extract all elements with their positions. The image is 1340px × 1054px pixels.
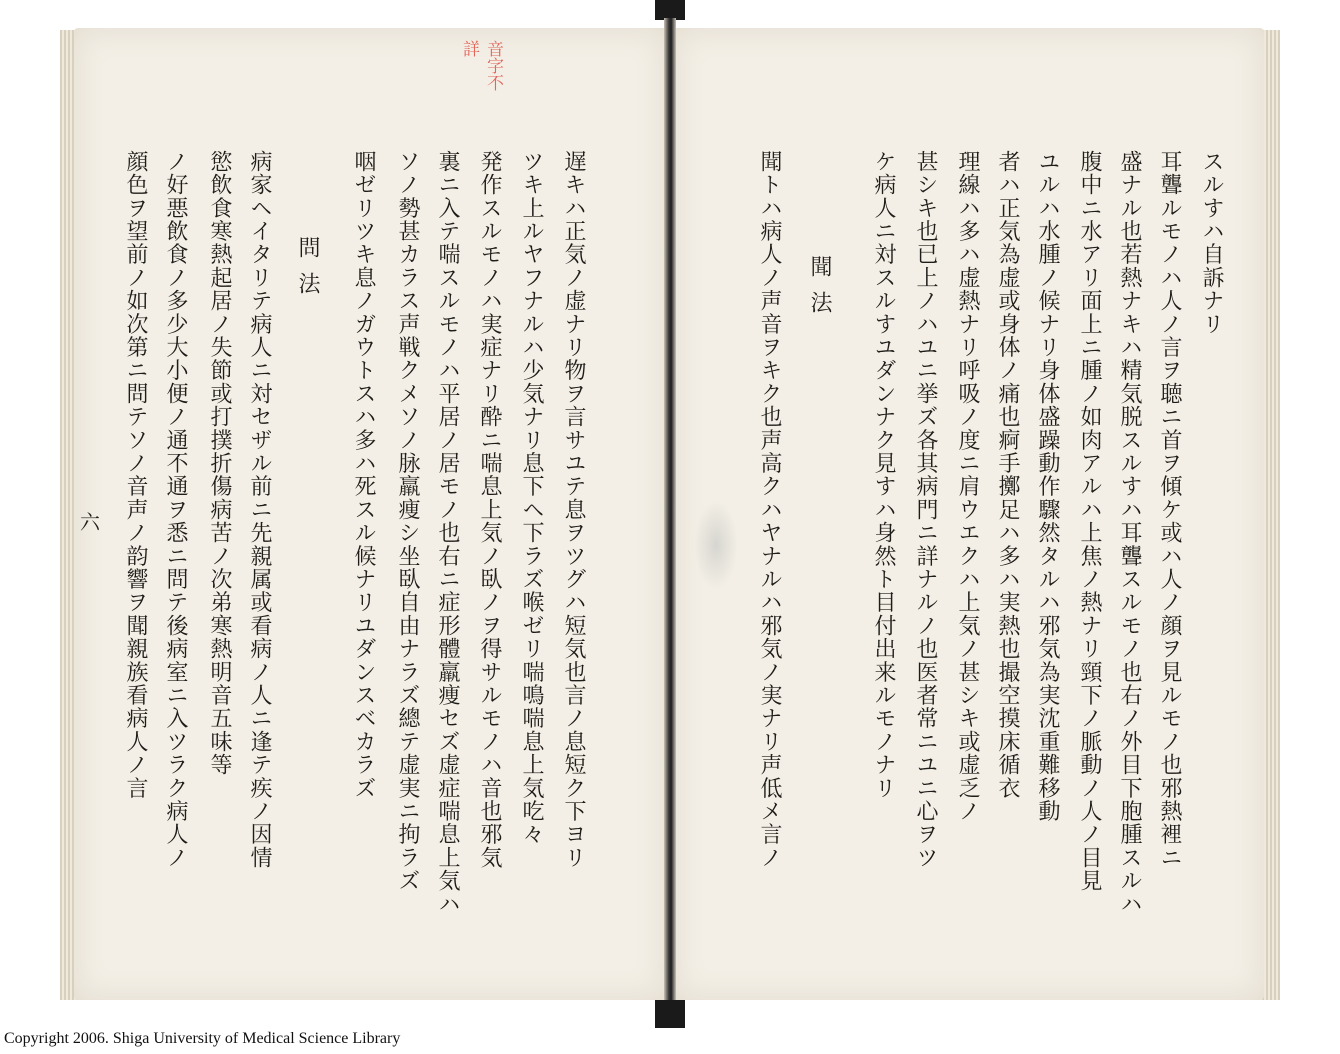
left-text-column: ソノ勢甚カラス声戦クメソノ脉羸痩シ坐臥自由ナラズ總テ虚実ニ拘ラズ: [395, 150, 420, 893]
binding-top: [655, 0, 685, 20]
right-text-column: 者ハ正気為虚或身体ノ痛也痾手擲足ハ多ハ実熱也撮空摸床循衣: [995, 150, 1020, 800]
marginal-note: 詳: [459, 40, 479, 57]
left-text-column: ノ好悪飲食ノ多少大小便ノ通不通ヲ悉ニ問テ後病室ニ入ツラク病人ノ: [163, 150, 188, 870]
binding-bottom: [655, 1000, 685, 1028]
left-text-column: 病家ヘイタリテ病人ニ対セザル前ニ先親属或看病ノ人ニ逢テ疾ノ因情: [247, 150, 272, 870]
left-text-column: 発作スルモノハ実症ナリ酔ニ喘息上気ノ臥ノヲ得サルモノハ音也邪気: [477, 150, 502, 870]
book-gutter: [664, 18, 676, 1018]
paper-stain: [694, 500, 738, 590]
right-text-column: 腹中ニ水アリ面上ニ腫ノ如肉アルハ上焦ノ熱ナリ頸下ノ脈動ノ人ノ目見: [1077, 150, 1102, 893]
right-text-column: 理線ハ多ハ虚熱ナリ呼吸ノ度ニ肩ウエクハ上気ノ甚シキ或虚乏ノ: [955, 150, 980, 823]
section-heading-listening: 聞法: [807, 255, 832, 327]
right-text-column: 甚シキ也已上ノハユニ挙ズ各其病門ニ詳ナルノ也医者常ニユニ心ヲツ: [913, 150, 938, 870]
right-text-column: 聞トハ病人ノ声音ヲキク也声高クハヤナルハ邪気ノ実ナリ声低メ言ノ: [757, 150, 782, 870]
page-number: 六: [80, 510, 100, 534]
left-text-column: 遅キハ正気ノ虚ナリ物ヲ言サユテ息ヲツグハ短気也言ノ息短ク下ヨリ: [561, 150, 586, 870]
right-text-column: スルすハ自訴ナリ: [1199, 150, 1224, 336]
right-text-column: ユルハ水腫ノ候ナリ身体盛躁動作驟然タルハ邪気為実沈重難移動: [1035, 150, 1060, 823]
copyright-notice: Copyright 2006. Shiga University of Medical Science Library: [4, 1030, 401, 1047]
left-text-column: 顔色ヲ望前ノ如次第ニ問テソノ音声ノ韵響ヲ聞親族看病人ノ言: [123, 150, 148, 800]
section-heading-questioning: 問法: [295, 236, 320, 308]
left-text-column: 咽ゼリツキ息ノガウトスハ多ハ死スル候ナリユダンスベカラズ: [351, 150, 376, 800]
marginal-note: 音字不: [483, 40, 503, 91]
left-text-column: 慾飲食寒熱起居ノ失節或打撲折傷病苦ノ次弟寒熱明音五味等: [207, 150, 232, 777]
right-text-column: 盛ナル也若熱ナキハ精気脱スルすハ耳聾スルモノ也右ノ外目下胞腫スルハ: [1117, 150, 1142, 916]
right-text-column: 耳聾ルモノハ人ノ言ヲ聴ニ首ヲ傾ケ或ハ人ノ顔ヲ見ルモノ也邪熱裡ニ: [1157, 150, 1182, 870]
left-text-column: ツキ上ルヤフナルハ少気ナリ息下ヘ下ラズ喉ゼリ喘鳴喘息上気吃々: [519, 150, 544, 846]
right-text-column: ケ病人ニ対スルすユダンナク見すハ身然ト目付出来ルモノナリ: [871, 150, 896, 800]
left-text-column: 裏ニ入テ喘スルモノハ平居ノ居モノ也右ニ症形體羸痩セズ虚症喘息上気ハ: [435, 150, 460, 916]
right-page-edge: [1262, 30, 1280, 1000]
